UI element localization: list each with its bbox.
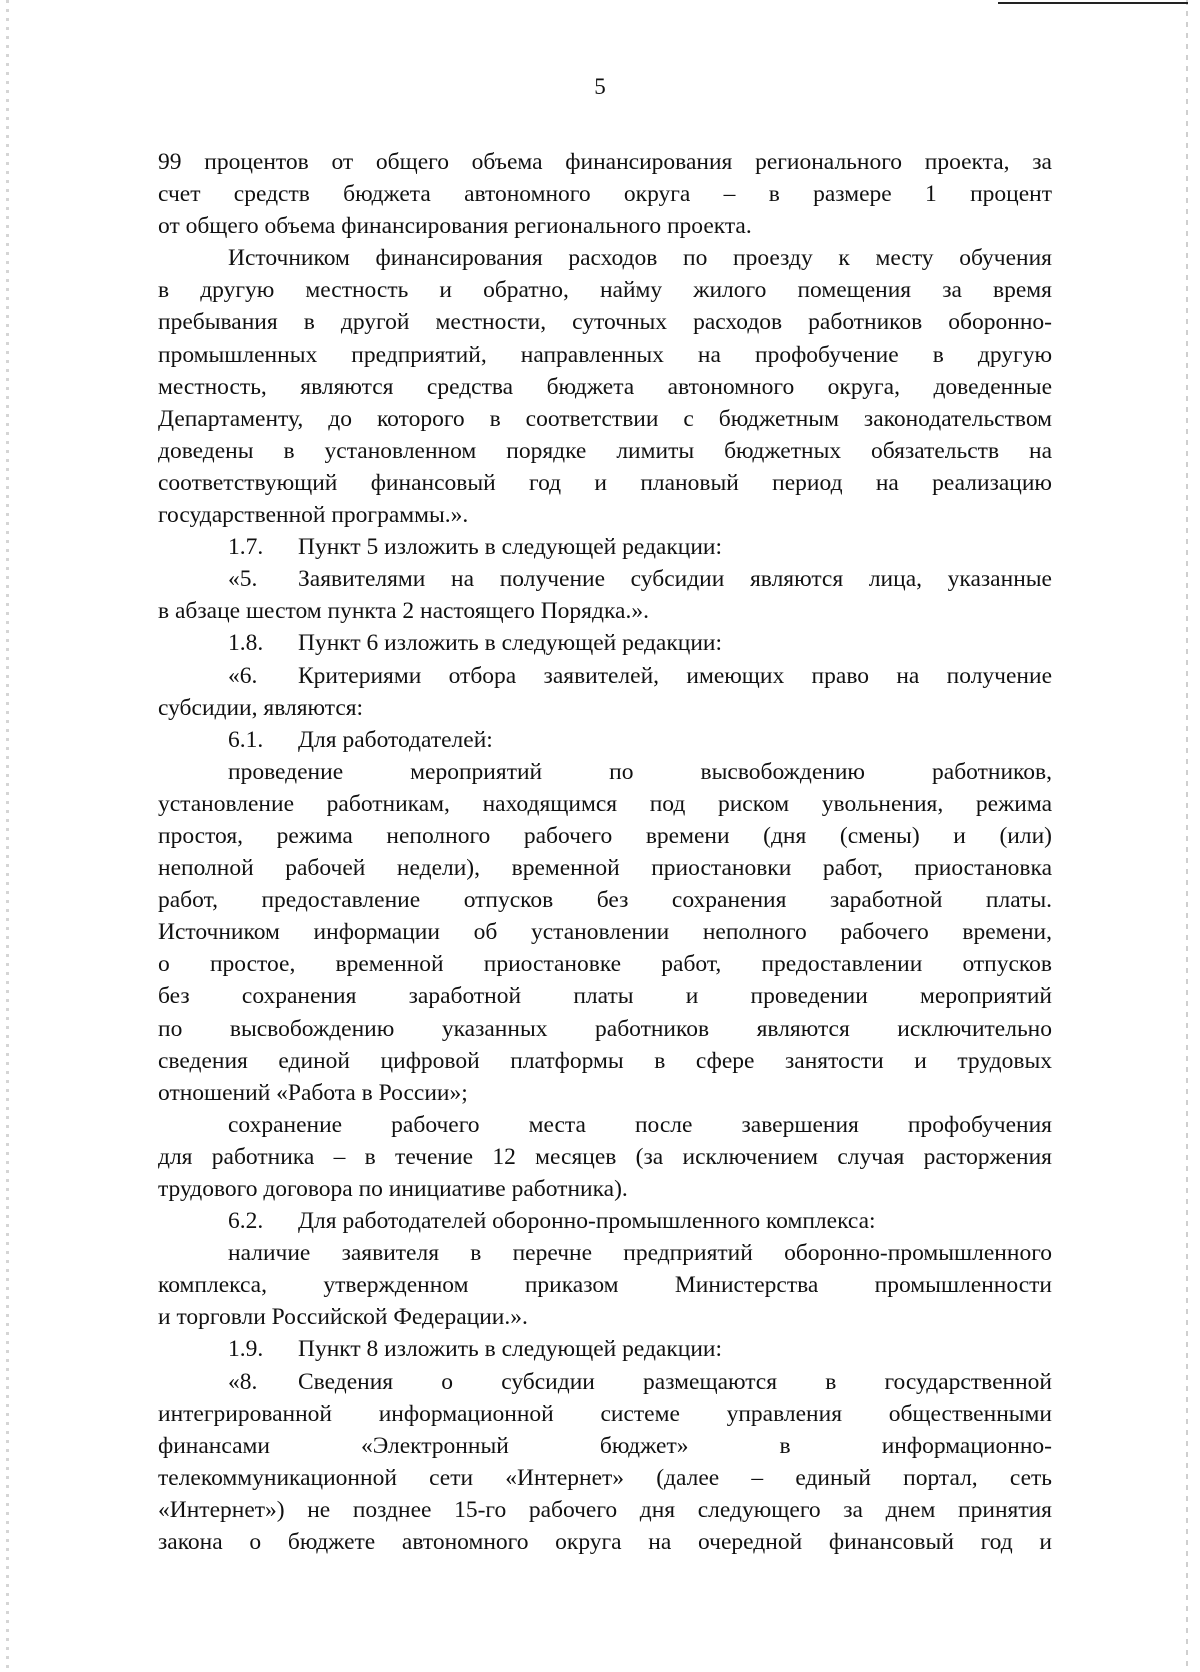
text-line xyxy=(158,1526,1052,1558)
text-line xyxy=(158,820,1052,852)
line-text: промышленных предприятий, направленных на профобучение в другую xyxy=(158,341,1052,368)
text-line xyxy=(158,146,1052,178)
text-line xyxy=(158,660,1052,692)
line-text: Сведения о субсидии размещаются в государственной xyxy=(298,1368,1052,1395)
line-text: Пункт 5 изложить в следующей редакции: xyxy=(298,534,723,561)
line-text: интегрированной информационной системе управления общественными xyxy=(158,1400,1052,1427)
item-number: 1.8. xyxy=(228,630,264,657)
line-text: проведение мероприятий по высвобождению работников, xyxy=(228,758,1052,785)
item-number: 6.2. xyxy=(228,1208,264,1235)
text-line xyxy=(158,1398,1052,1430)
text-line xyxy=(158,1173,1052,1205)
text-line xyxy=(158,339,1052,371)
text-line xyxy=(158,435,1052,467)
text-line xyxy=(158,788,1052,820)
line-text: Критериями отбора заявителей, имеющих право на получение xyxy=(298,662,1052,689)
line-text: в другую местность и обратно, найму жилого помещения за время xyxy=(158,277,1052,304)
text-line xyxy=(158,467,1052,499)
line-text: доведены в установленном порядке лимиты бюджетных обязательств на xyxy=(158,437,1052,464)
text-line xyxy=(158,210,1052,242)
text-line xyxy=(158,274,1052,306)
line-text: наличие заявителя в перечне предприятий оборонно-промышленного xyxy=(228,1240,1052,1267)
line-text: Для работодателей: xyxy=(298,726,493,753)
item-number: 6.1. xyxy=(228,726,264,753)
line-text: государственной программы.». xyxy=(158,502,469,529)
line-text: Для работодателей оборонно-промышленного комплекса: xyxy=(298,1208,876,1235)
line-text: Источником информации об установлении неполного рабочего времени, xyxy=(158,919,1052,946)
line-text: без сохранения заработной платы и проведении мероприятий xyxy=(158,983,1052,1010)
text-line xyxy=(158,1141,1052,1173)
line-text: телекоммуникационной сети «Интернет» (далее – единый портал, сеть xyxy=(158,1464,1052,1491)
item-number: «6. xyxy=(228,662,258,689)
line-text: о простое, временной приостановке работ, предоставлении отпусков xyxy=(158,951,1052,978)
text-line xyxy=(158,1077,1052,1109)
text-line xyxy=(158,595,1052,627)
line-text: в абзаце шестом пункта 2 настоящего Порядка.». xyxy=(158,598,649,625)
line-text: комплекса, утвержденном приказом Министерства промышленности xyxy=(158,1272,1052,1299)
line-text: трудового договора по инициативе работника). xyxy=(158,1176,628,1202)
line-text: соответствующий финансовый год и плановый период на реализацию xyxy=(158,469,1052,496)
text-line xyxy=(158,1109,1052,1141)
line-text: местность, являются средства бюджета автономного округа, доведенные xyxy=(158,373,1052,400)
line-text: сведения единой цифровой платформы в сфере занятости и трудовых xyxy=(158,1047,1052,1074)
line-text: установление работникам, находящимся под риском увольнения, режима xyxy=(158,790,1052,817)
text-line xyxy=(158,1301,1052,1333)
item-number: 1.7. xyxy=(228,534,264,561)
text-line xyxy=(158,403,1052,435)
text-line xyxy=(158,852,1052,884)
line-text: «Интернет») не позднее 15-го рабочего дня следующего за днем принятия xyxy=(158,1496,1052,1523)
line-text: счет средств бюджета автономного округа – в размере 1 процент xyxy=(158,181,1052,208)
line-text: для работника – в течение 12 месяцев (за исключением случая расторжения xyxy=(158,1143,1052,1170)
text-line xyxy=(158,1430,1052,1462)
line-text: неполной рабочей недели), временной приостановки работ, приостановка xyxy=(158,855,1052,882)
page-number: 5 xyxy=(594,74,606,99)
text-line xyxy=(158,756,1052,788)
line-text: сохранение рабочего места после завершения профобучения xyxy=(228,1111,1052,1138)
text-line xyxy=(158,306,1052,338)
item-number: 1.9. xyxy=(228,1336,264,1363)
line-text: Заявителями на получение субсидии являются лица, указанные xyxy=(298,566,1052,593)
line-text: работ, предоставление отпусков без сохранения заработной платы. xyxy=(158,887,1052,914)
text-line xyxy=(158,916,1052,948)
text-line xyxy=(158,692,1052,724)
text-line xyxy=(158,627,1052,659)
text-line xyxy=(158,724,1052,756)
text-line xyxy=(158,1045,1052,1077)
text-line xyxy=(158,178,1052,210)
line-text: 99 процентов от общего объема финансирования регионального проекта, за xyxy=(158,149,1052,175)
scan-edge-right xyxy=(1186,0,1188,1672)
line-text: простоя, режима неполного рабочего времени (дня (смены) и (или) xyxy=(158,822,1052,849)
scan-top-line xyxy=(998,2,1188,4)
text-line xyxy=(158,242,1052,274)
line-text: и торговли Российской Федерации.». xyxy=(158,1304,528,1331)
text-line xyxy=(158,1205,1052,1237)
text-line xyxy=(158,1494,1052,1526)
text-line xyxy=(158,1333,1052,1365)
line-text: Пункт 6 изложить в следующей редакции: xyxy=(298,630,723,657)
document-body xyxy=(158,146,1052,1558)
text-line xyxy=(158,1237,1052,1269)
item-number: «5. xyxy=(228,566,258,593)
line-text: от общего объема финансирования регионального проекта. xyxy=(158,213,752,240)
text-line xyxy=(158,1269,1052,1301)
line-text: закона о бюджете автономного округа на очередной финансовый год и xyxy=(158,1529,1052,1556)
line-text: отношений «Работа в России»; xyxy=(158,1079,468,1106)
text-line xyxy=(158,1462,1052,1494)
line-text: пребывания в другой местности, суточных расходов работников оборонно- xyxy=(158,309,1052,336)
text-line xyxy=(158,884,1052,916)
text-line xyxy=(158,531,1052,563)
text-line xyxy=(158,563,1052,595)
text-line xyxy=(158,499,1052,531)
item-number: «8. xyxy=(228,1368,258,1395)
text-line xyxy=(158,1366,1052,1398)
text-line xyxy=(158,980,1052,1012)
text-line xyxy=(158,948,1052,980)
line-text: Департаменту, до которого в соответствии с бюджетным законодательством xyxy=(158,405,1052,432)
line-text: финансами «Электронный бюджет» в информационно- xyxy=(158,1432,1052,1459)
text-line xyxy=(158,371,1052,403)
line-text: Источником финансирования расходов по проезду к месту обучения xyxy=(228,245,1052,272)
line-text: по высвобождению указанных работников являются исключительно xyxy=(158,1015,1052,1042)
scan-edge-left xyxy=(6,0,9,1672)
text-line xyxy=(158,1013,1052,1045)
line-text: субсидии, являются: xyxy=(158,694,364,721)
line-text: Пункт 8 изложить в следующей редакции: xyxy=(298,1336,723,1363)
